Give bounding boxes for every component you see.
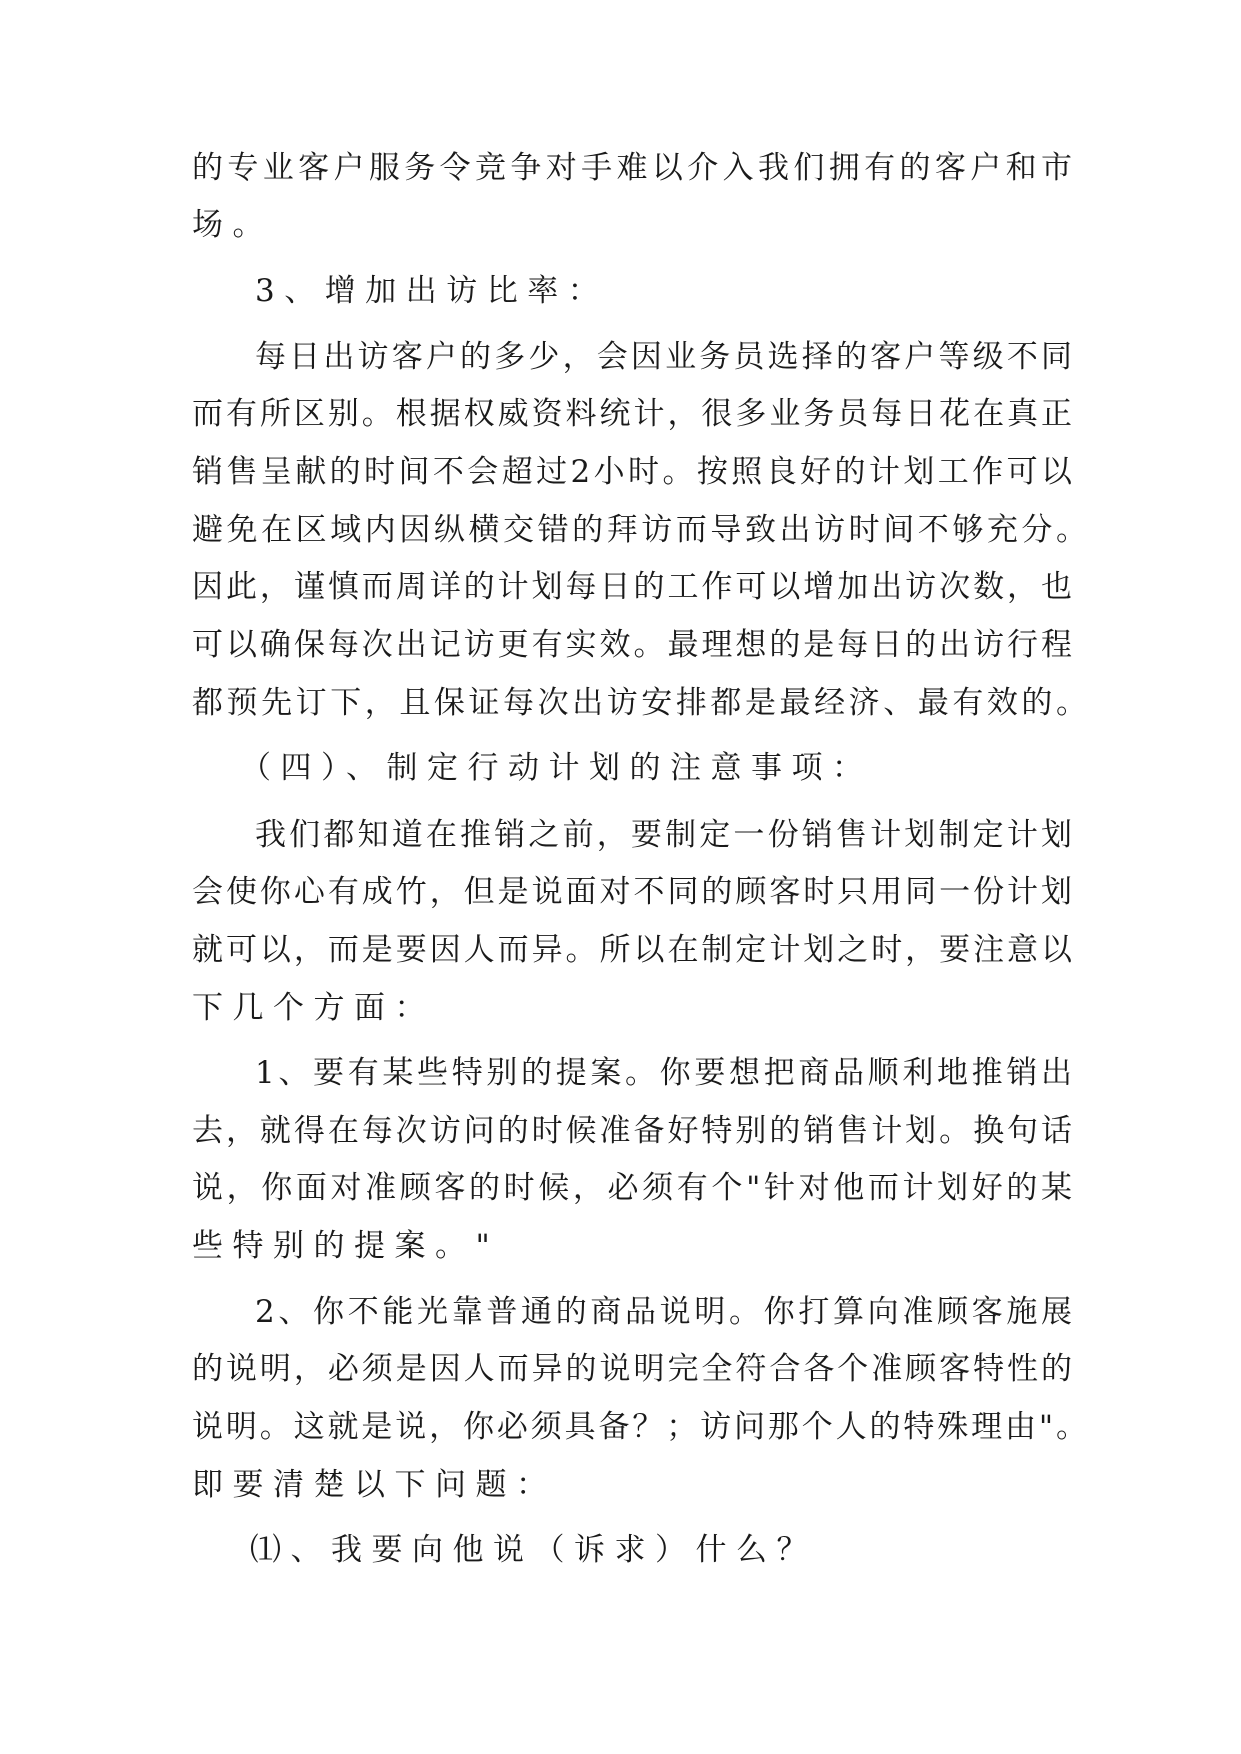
text-line: 因此，谨慎而周详的计划每日的工作可以增加出访次数，也 bbox=[192, 569, 1072, 605]
text-line: ⑴、我要向他说（诉求）什么？ bbox=[250, 1532, 817, 1568]
text-line: 1、要有某些特别的提案。你要想把商品顺利地推销出 bbox=[255, 1055, 1072, 1091]
text-line: 每日出访客户的多少，会因业务员选择的客户等级不同 bbox=[255, 339, 1072, 375]
section-heading: 3、增加出访比率： bbox=[255, 273, 609, 309]
text-line: 2、你不能光靠普通的商品说明。你打算向准顾客施展 bbox=[255, 1294, 1072, 1330]
text-line: 的说明，必须是因人而异的说明完全符合各个准顾客特性的 bbox=[192, 1351, 1072, 1387]
text-line: 避免在区域内因纵横交错的拜访而导致出访时间不够充分。 bbox=[192, 512, 1087, 548]
text-line: 可以确保每次出记访更有实效。最理想的是每日的出访行程 bbox=[192, 627, 1072, 663]
text-line: 即要清楚以下问题： bbox=[192, 1467, 557, 1503]
text-line: 会使你心有成竹，但是说面对不同的顾客时只用同一份计划 bbox=[192, 874, 1072, 910]
text-line: 我们都知道在推销之前，要制定一份销售计划制定计划 bbox=[255, 817, 1072, 853]
text-line: 说明。这就是说，你必须具备？；访问那个人的特殊理由"。 bbox=[192, 1409, 1087, 1445]
text-line: 说，你面对准顾客的时候，必须有个"针对他而计划好的某 bbox=[192, 1170, 1072, 1206]
text-line: 都预先订下，且保证每次出访安排都是最经济、最有效的。 bbox=[192, 685, 1087, 721]
text-line: 场。 bbox=[192, 207, 273, 243]
text-line: 的专业客户服务令竞争对手难以介入我们拥有的客户和市 bbox=[192, 150, 1072, 186]
section-heading: （四）、制定行动计划的注意事项： bbox=[240, 750, 873, 786]
text-line: 销售呈献的时间不会超过2小时。按照良好的计划工作可以 bbox=[192, 454, 1072, 490]
text-line: 些特别的提案。" bbox=[192, 1228, 500, 1264]
text-line: 而有所区别。根据权威资料统计，很多业务员每日花在真正 bbox=[192, 396, 1072, 432]
text-line: 去，就得在每次访问的时候准备好特别的销售计划。换句话 bbox=[192, 1113, 1072, 1149]
text-line: 下几个方面： bbox=[192, 990, 435, 1026]
text-line: 就可以，而是要因人而异。所以在制定计划之时，要注意以 bbox=[192, 932, 1072, 968]
